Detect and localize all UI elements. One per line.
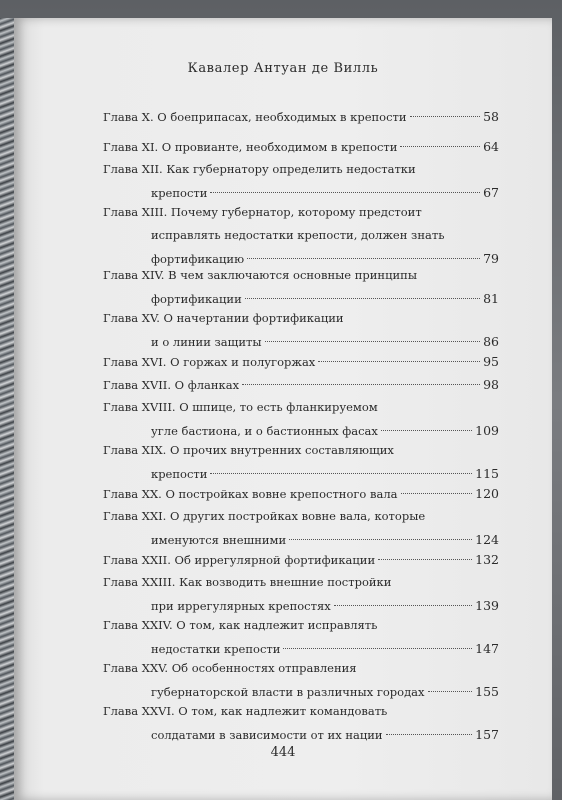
toc-entry-title: Глава XX. О постройках вовне крепостного вала xyxy=(103,487,398,501)
toc-entry-title: Глава XII. Как губернатору определить недостатки xyxy=(103,162,416,176)
leader-dots xyxy=(386,734,473,735)
toc-entry xyxy=(103,350,499,373)
toc-entry-page: 155 xyxy=(475,684,499,699)
toc-entry xyxy=(103,700,499,746)
leader-dots xyxy=(242,384,480,385)
leader-dots xyxy=(401,493,473,494)
toc-entry-page: 81 xyxy=(483,291,499,306)
leader-dots xyxy=(289,539,472,540)
toc-entry-page: 147 xyxy=(475,641,499,656)
leader-dots xyxy=(381,430,472,431)
leader-dots xyxy=(245,298,480,299)
toc-entry xyxy=(103,135,499,158)
toc-entry-title: Глава XXI. О других постройках вовне вала, которые xyxy=(103,509,426,523)
leader-dots xyxy=(400,146,480,147)
toc-entry-title: Глава XXV. Об особенностях отправления xyxy=(103,661,357,675)
toc-entry-title: Глава XV. О начертании фортификации xyxy=(103,311,344,325)
leader-dots xyxy=(410,116,481,117)
running-header: Кавалер Антуан де Вилль xyxy=(187,61,379,76)
toc-entry-page: 98 xyxy=(483,377,499,392)
toc-entry-page: 58 xyxy=(483,109,499,124)
toc-entry xyxy=(103,264,499,310)
leader-dots xyxy=(428,691,473,692)
toc-entry-page: 115 xyxy=(475,466,499,481)
leader-dots xyxy=(247,258,480,259)
leader-dots xyxy=(210,192,480,193)
leader-dots xyxy=(210,473,472,474)
toc-entry-title: угле бастиона, и о бастионных фасах xyxy=(151,424,378,438)
book-page xyxy=(14,18,552,800)
toc-entry-title: исправлять недостатки крепости, должен знать xyxy=(151,228,445,242)
toc-entry-title: Глава X. О боеприпасах, необходимых в крепости xyxy=(103,110,407,124)
toc-entry-page: 86 xyxy=(483,334,499,349)
leader-dots xyxy=(283,648,472,649)
toc-entry-title: солдатами в зависимости от их нации xyxy=(151,728,383,742)
toc-entry-title: крепости xyxy=(151,467,208,481)
toc-entry xyxy=(103,105,499,128)
page-number: 444 xyxy=(270,745,296,760)
toc-entry-page: 139 xyxy=(475,598,499,613)
toc-entry xyxy=(103,505,499,551)
toc-entry-page: 67 xyxy=(483,185,499,200)
book-cover-edge xyxy=(0,18,14,800)
toc-entry-page: 79 xyxy=(483,251,499,266)
toc-entry-title: Глава XXVI. О том, как надлежит командовать xyxy=(103,704,388,718)
toc-entry-title: и о линии защиты xyxy=(151,335,262,349)
toc-entry-title: Глава XIX. О прочих внутренних составляющих xyxy=(103,443,394,457)
toc-entry xyxy=(103,307,499,353)
toc-entry xyxy=(103,201,499,270)
toc-entry-title: Глава XVI. О горжах и полугоржах xyxy=(103,355,316,369)
toc-entry xyxy=(103,482,499,505)
toc-entry-title: Глава XIV. В чем заключаются основные принципы xyxy=(103,268,417,282)
toc-entry xyxy=(103,548,499,571)
leader-dots xyxy=(318,361,480,362)
toc-entry-page: 157 xyxy=(475,727,499,742)
toc-entry-page: 64 xyxy=(483,139,499,154)
toc-entry-title: Глава XVIII. О шпице, то есть фланкируемом xyxy=(103,400,378,414)
toc-entry-title: фортификацию xyxy=(151,252,245,266)
toc-entry xyxy=(103,373,499,396)
toc-entry xyxy=(103,614,499,660)
toc-entry-title: недостатки крепости xyxy=(151,642,281,656)
toc-entry-title: фортификации xyxy=(151,292,242,306)
leader-dots xyxy=(378,559,472,560)
toc-entry-title: Глава XXII. Об иррегулярной фортификации xyxy=(103,553,376,567)
toc-entry-title: Глава XXIV. О том, как надлежит исправлять xyxy=(103,618,378,632)
toc-entry-page: 95 xyxy=(483,354,499,369)
toc-entry xyxy=(103,571,499,617)
toc-entry-title: именуются внешними xyxy=(151,533,287,547)
toc-entry-title: Глава XI. О провианте, необходимом в крепости xyxy=(103,140,398,154)
toc-entry-page: 132 xyxy=(475,552,499,567)
toc-entry-page: 120 xyxy=(475,486,499,501)
toc-entry-title: Глава XIII. Почему губернатор, которому предстоит xyxy=(103,205,422,219)
toc-entry-title: при иррегулярных крепостях xyxy=(151,599,331,613)
leader-dots xyxy=(334,605,472,606)
toc-entry-title: Глава XVII. О фланках xyxy=(103,378,240,392)
toc-entry xyxy=(103,657,499,703)
toc-entry-page: 124 xyxy=(475,532,499,547)
toc-entry xyxy=(103,439,499,485)
toc-entry-page: 109 xyxy=(475,423,499,438)
leader-dots xyxy=(265,341,481,342)
toc-entry xyxy=(103,396,499,442)
toc-entry-title: крепости xyxy=(151,186,208,200)
toc-entry-title: Глава XXIII. Как возводить внешние постройки xyxy=(103,575,392,589)
toc-entry-title: губернаторской власти в различных городах xyxy=(151,685,425,699)
toc-entry xyxy=(103,158,499,204)
